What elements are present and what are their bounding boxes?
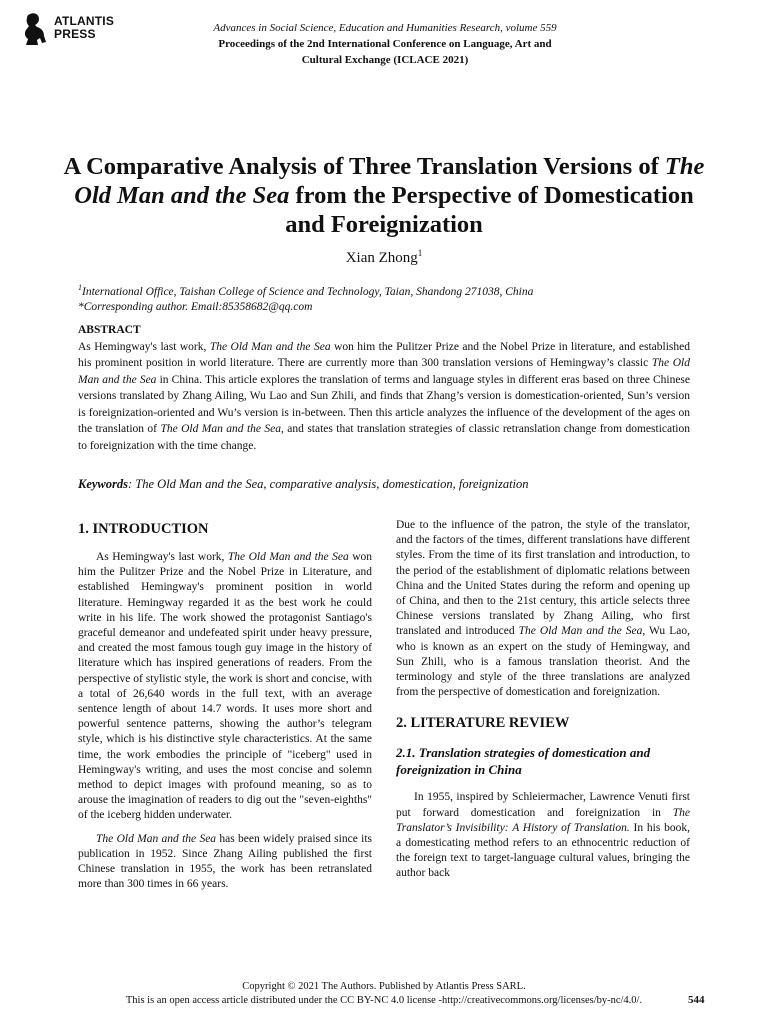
affiliation-line-1 (78, 280, 690, 300)
keywords-label: Keywords (78, 477, 128, 491)
affiliation-text: International Office, Taishan College of Science and Technology, Taian, Shandong 271038, China (82, 285, 534, 298)
page-number: 544 (688, 994, 705, 1006)
affiliation (78, 280, 690, 315)
literature-paragraph-1: In 1955, inspired by Schleiermacher, Lawrence Venuti first put forward domestication and foreignization in The Translator’s Invisibility: A History of Translation. In his book, a domesticating method refers to an ethnocentric reduction of the foreign text to target-language cultural values, bringing the author back (396, 791, 691, 880)
logo-text-press: PRESS (54, 27, 96, 41)
author-name (0, 244, 768, 267)
thinker-silhouette-icon (20, 12, 50, 46)
title-italic: The Old Man and the Sea (74, 153, 705, 209)
abstract-text: As Hemingway's last work, The Old Man and the Sea won him the Pulitzer Prize and the Nobel Prize in literature, and established his prominent position in world literature. There are currently more than 300 translation versions of Hemingway’s classic The Old Man and the Sea in China. This article explores the translation of terms and language styles in different eras based on three Chinese versions translated by Zhang Ailing, Wu Lao and Sun Zhili, and finds that Zhang’s version is domestication-oriented, Sun’s version is foreignization-oriented and Wu’s version is in-between. Then this article analyzes the influence of the development of the ages on the translation of The Old Man and the Sea, and states that translation strategies of classic retranslation change from domestication to foreignization with the time change. (78, 340, 691, 452)
affiliation-superscript: 1 (78, 283, 82, 292)
intro-paragraph-2: The Old Man and the Sea has been widely praised since its publication in 1952. Since Zhang Ailing published the first Chinese translation in 1955, the work has been retranslated more than 300 times in 66 years. (78, 832, 372, 891)
subsection-heading-2-1: 2.1. Translation strategies of domestication and foreignization in China (396, 745, 651, 778)
intro-paragraph-1: As Hemingway's last work, The Old Man and the Sea won him the Pulitzer Prize and the Nobel Prize in Literature, and established Hemingway's prominent position in world literature. Hemingway regarded it as the best work he could write in his life. The work showed the protagonist Santiago's graceful demeanor and undefeated spirit under heavy pressure, and created the most famous tough guy image in the history of literature which has inspired generations of readers. From the perspective of stylistic style, the work is short and concise, with a total of 26,640 words in the full text, with an average sentence length of about 14.7 words. It uses more short and powerful sentence patterns, showing the author’s telegram style, which is his distinctive style characteristics. At the same time, the work embodies the principle of "iceberg" used in Hemingway's writing, and uses the most concise and solemn method to depict images with profound meaning, so as to arouse the imagination of readers to dig out the "seven-eighths" of the iceberg hidden underwater. (78, 551, 372, 822)
section-heading-introduction: 1. INTRODUCTION (78, 521, 209, 537)
proceedings-line-2: Cultural Exchange (ICLACE 2021) (301, 54, 469, 66)
keywords-value: : The Old Man and the Sea, comparative analysis, domestication, foreignization (128, 477, 529, 491)
license-line: This is an open access article distributed under the CC BY-NC 4.0 license -http://creativecommons.org/licenses/by-nc/4.0/. (125, 995, 643, 1006)
right-column (396, 518, 690, 890)
corresponding-author: *Corresponding author. Email:85358682@qq.com (78, 300, 313, 313)
author-superscript: 1 (417, 248, 423, 258)
proceedings-line-1: Proceedings of the 2nd International Conference on Language, Art and (218, 38, 552, 50)
running-header (150, 20, 620, 68)
copyright-line: Copyright © 2021 The Authors. Published by Atlantis Press SARL. (242, 981, 526, 992)
intro-paragraph-3: Due to the influence of the patron, the style of the translator, and the factors of the times, different translations have different styles. From the time of its first translation and introduction, to the period of the establishment of diplomatic relations between China and the United States during the reform and opening up of China, and then to the 21st century, this article selects three Chinese versions translated by Zhang Ailing, who first translated and introduced The Old Man and the Sea, Wu Lao, who is known as an expert on the study of Hemingway, and Sun Zhili, who is a famous translation theorist. And the terminology and style of the three translations are analyzed from the perspective of domestication and foreignization. (396, 519, 690, 699)
logo-text-atlantis: ATLANTIS (54, 14, 115, 28)
left-column (78, 518, 372, 900)
abstract (78, 322, 690, 454)
footer (0, 980, 768, 1008)
keywords (78, 476, 690, 492)
atlantis-press-logo (20, 12, 130, 46)
section-heading-literature-review: 2. LITERATURE REVIEW (396, 715, 570, 732)
abstract-heading: ABSTRACT (78, 324, 141, 336)
title-part-1: A Comparative Analysis of Three Translation Versions of (63, 153, 665, 180)
paper-title (60, 152, 708, 239)
title-part-2: from the Perspective of Domestication and Foreignization (285, 182, 694, 238)
author-name-text: Xian Zhong (345, 250, 418, 266)
series-line: Advances in Social Science, Education and Humanities Research, volume 559 (213, 22, 557, 34)
